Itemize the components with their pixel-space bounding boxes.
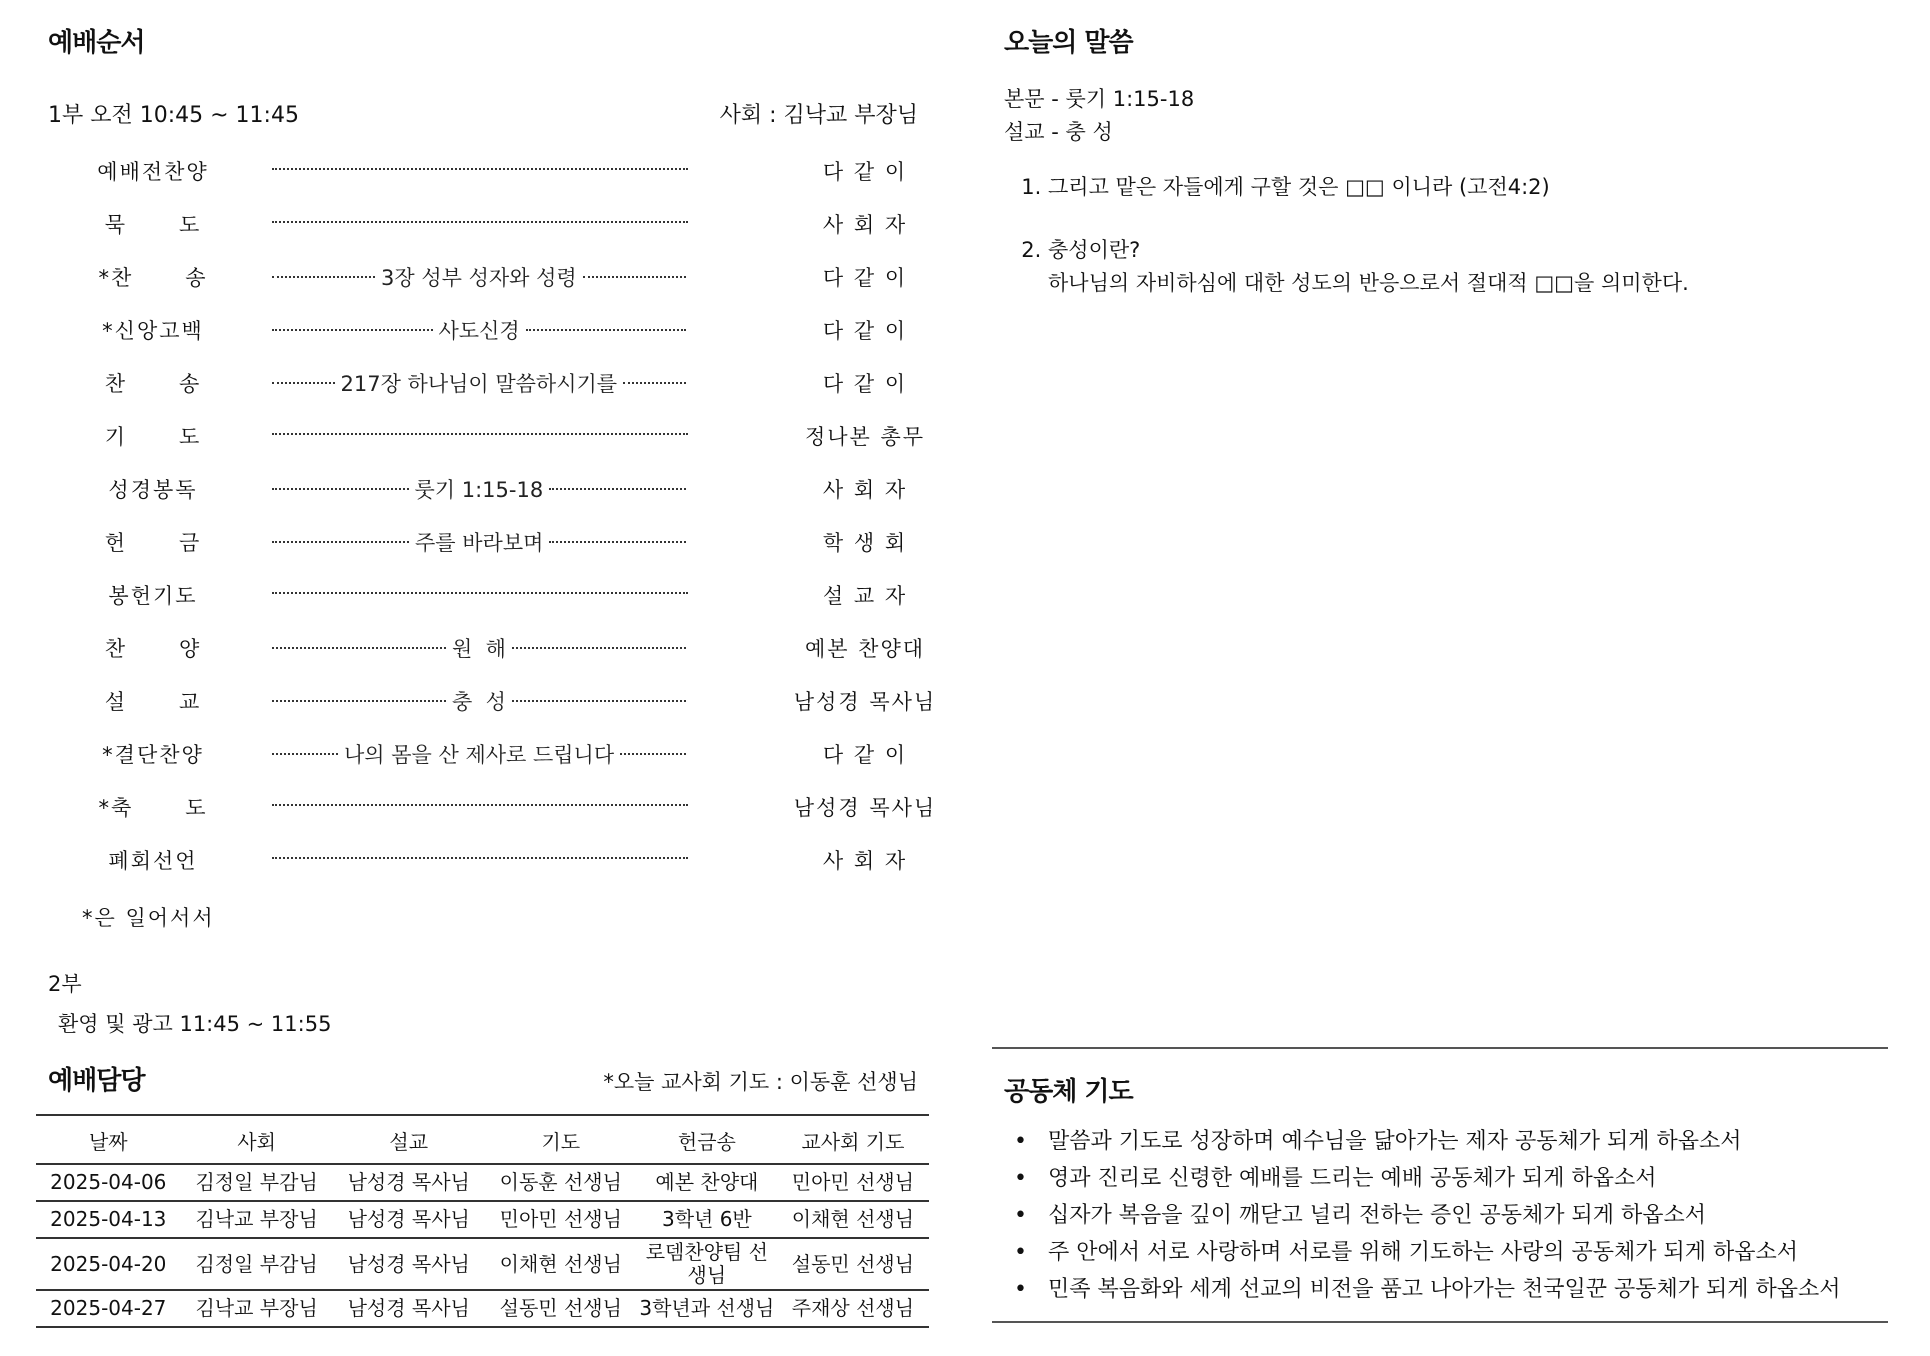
order-item-name: *결단찬양 <box>102 743 204 767</box>
sermon-point <box>1048 171 1884 204</box>
community-prayer-item <box>1014 1234 1841 1271</box>
community-prayer-text: 주 안에서 서로 사랑하며 서로를 위해 기도하는 사랑의 공동체가 되게 하옵소서 <box>1048 1240 1798 1265</box>
table-cell: 설동민 선생님 <box>485 1290 637 1327</box>
community-prayer-text: 말씀과 기도로 성장하며 예수님을 닮아가는 제자 공동체가 되게 하옵소서 <box>1048 1129 1742 1154</box>
order-item-leader-dots <box>272 156 690 180</box>
table-header-cell: 헌금송 <box>637 1115 777 1164</box>
sermon-points <box>1004 171 1884 300</box>
order-item-content: 사도신경 <box>438 319 520 343</box>
community-prayer-list <box>992 1123 1841 1308</box>
order-item-leader-dots <box>272 739 690 769</box>
worship-order-section <box>48 22 937 930</box>
order-item-name: 봉헌기도 <box>108 584 198 608</box>
order-item-name: 설 교 <box>104 690 202 714</box>
table-cell: 김정일 부감님 <box>181 1238 333 1290</box>
table-row <box>36 1201 929 1238</box>
order-item-person: 다 같 이 <box>822 160 908 184</box>
order-item-person: 학 생 회 <box>822 531 908 555</box>
table-cell: 민아민 선생님 <box>777 1164 929 1201</box>
order-item-name: 헌 금 <box>104 531 202 555</box>
sermon-point <box>1048 234 1884 300</box>
order-item-leader-dots <box>272 262 690 292</box>
part2-line: 환영 및 광고 11:45 ~ 11:55 <box>58 1012 332 1036</box>
order-item-name: 폐회선언 <box>108 849 198 873</box>
order-item-content: 3장 성부 성자와 성령 <box>381 266 577 290</box>
table-cell: 2025-04-27 <box>36 1290 181 1327</box>
order-item-leader-dots <box>272 527 690 557</box>
word-title: 오늘의 말씀 <box>1004 28 1133 58</box>
order-row <box>48 845 918 885</box>
host-label: 사회 : 김낙교 부장님 <box>719 103 918 128</box>
staff-title: 예배담당 <box>48 1066 145 1096</box>
table-cell: 예본 찬양대 <box>637 1164 777 1201</box>
community-prayer-item <box>1014 1160 1841 1197</box>
community-prayer-text: 십자가 복음을 깊이 깨닫고 널리 전하는 증인 공동체가 되게 하옵소서 <box>1048 1203 1706 1228</box>
table-cell: 주재상 선생님 <box>777 1290 929 1327</box>
table-cell: 2025-04-20 <box>36 1238 181 1290</box>
table-body <box>36 1164 929 1327</box>
order-row <box>48 262 918 302</box>
order-item-person: 사 회 자 <box>822 478 908 502</box>
table-cell: 2025-04-13 <box>36 1201 181 1238</box>
order-item-leader-dots <box>272 315 690 345</box>
order-item-person: 사 회 자 <box>822 849 908 873</box>
sermon-point-sub: 하나님의 자비하심에 대한 성도의 반응으로서 절대적 □□을 의미한다. <box>1048 271 1689 295</box>
order-row <box>48 156 918 196</box>
order-item-name: *축 도 <box>98 796 208 820</box>
order-item-person: 예본 찬양대 <box>804 637 926 661</box>
order-item-leader-dots <box>272 580 690 604</box>
word-section <box>1004 22 1884 330</box>
order-item-content: 룻기 1:15-18 <box>414 478 544 502</box>
order-item-person: 다 같 이 <box>822 372 908 396</box>
table-cell: 김낙교 부장님 <box>181 1201 333 1238</box>
order-row <box>48 739 918 779</box>
bullet-icon: • <box>1014 1129 1027 1154</box>
order-row <box>48 580 918 620</box>
community-prayer-section <box>992 1047 1888 1323</box>
sermon-point-line: 충성이란? <box>1048 238 1141 262</box>
sermon-title: 설교 - 충 성 <box>1004 120 1113 144</box>
order-item-leader-dots <box>272 792 690 816</box>
table-row <box>36 1238 929 1290</box>
bullet-icon: • <box>1014 1166 1027 1191</box>
order-item-leader-dots <box>272 209 690 233</box>
order-row <box>48 527 918 567</box>
order-item-content: 주를 바라보며 <box>415 531 544 555</box>
order-item-name: 찬 양 <box>104 637 202 661</box>
table-header-cell: 기도 <box>485 1115 637 1164</box>
bullet-icon: • <box>1014 1277 1027 1302</box>
order-row <box>48 792 937 832</box>
order-item-person: 사 회 자 <box>822 213 908 237</box>
table-cell: 김정일 부감님 <box>181 1164 333 1201</box>
order-row <box>48 474 918 514</box>
order-item-leader-dots <box>272 633 690 663</box>
table-row <box>36 1164 929 1201</box>
part2-label: 2부 <box>48 972 82 996</box>
table-header-cell: 날짜 <box>36 1115 181 1164</box>
order-row <box>48 315 918 355</box>
order-item-leader-dots <box>272 686 690 716</box>
order-item-leader-dots <box>272 421 690 445</box>
part1-time: 1부 오전 10:45 ~ 11:45 <box>48 103 299 128</box>
order-item-content: 217장 하나님이 말씀하시기를 <box>340 372 618 396</box>
table-cell: 이채현 선생님 <box>485 1238 637 1290</box>
order-item-name: *찬 송 <box>98 266 208 290</box>
order-row <box>48 368 918 408</box>
table-cell: 민아민 선생님 <box>485 1201 637 1238</box>
order-row <box>48 633 926 673</box>
today-prayer: *오늘 교사회 기도 : 이동훈 선생님 <box>603 1070 918 1094</box>
community-prayer-item <box>1014 1197 1841 1234</box>
order-item-person: 남성경 목사님 <box>793 690 937 714</box>
table-cell: 로뎀찬양팀 선생님 <box>637 1238 777 1290</box>
bullet-icon: • <box>1014 1203 1027 1228</box>
word-meta <box>1004 83 1884 149</box>
table-cell: 김낙교 부장님 <box>181 1290 333 1327</box>
order-item-name: 예배전찬양 <box>97 160 209 184</box>
order-item-person: 설 교 자 <box>822 584 908 608</box>
table-header-cell: 사회 <box>181 1115 333 1164</box>
order-row <box>48 421 926 461</box>
order-item-person: 정나본 총무 <box>804 425 926 449</box>
order-item-leader-dots <box>272 368 690 398</box>
table-cell: 이동훈 선생님 <box>485 1164 637 1201</box>
order-item-name: 찬 송 <box>104 372 202 396</box>
order-item-person: 다 같 이 <box>822 743 908 767</box>
table-header-cell: 교사회 기도 <box>777 1115 929 1164</box>
table-cell: 남성경 목사님 <box>333 1290 485 1327</box>
order-row <box>48 209 918 249</box>
order-item-leader-dots <box>272 845 690 869</box>
order-item-name: 기 도 <box>104 425 202 449</box>
order-item-content: 충 성 <box>452 690 506 714</box>
order-item-person: 다 같 이 <box>822 319 908 343</box>
order-item-name: 성경봉독 <box>108 478 198 502</box>
table-cell: 이채현 선생님 <box>777 1201 929 1238</box>
sermon-point-line: 그리고 맡은 자들에게 구할 것은 □□ 이니라 (고전4:2) <box>1048 175 1550 199</box>
table-cell: 2025-04-06 <box>36 1164 181 1201</box>
part2-section <box>48 968 331 1038</box>
table-header-cell: 설교 <box>333 1115 485 1164</box>
order-item-name: 묵 도 <box>104 213 202 237</box>
table-cell: 남성경 목사님 <box>333 1164 485 1201</box>
order-item-content: 나의 몸을 산 제사로 드립니다 <box>344 743 615 767</box>
order-item-content: 원 해 <box>452 637 506 661</box>
table-cell: 남성경 목사님 <box>333 1201 485 1238</box>
worship-order-title: 예배순서 <box>48 28 145 58</box>
community-prayer-text: 영과 진리로 신령한 예배를 드리는 예배 공동체가 되게 하옵소서 <box>1048 1166 1657 1191</box>
staff-table <box>36 1114 929 1328</box>
community-prayer-item <box>1014 1123 1841 1160</box>
order-row <box>48 686 937 726</box>
bullet-icon: • <box>1014 1240 1027 1265</box>
staff-section <box>48 1060 918 1320</box>
order-item-person: 다 같 이 <box>822 266 908 290</box>
standing-note: *은 일어서서 <box>82 906 215 930</box>
scripture-text: 본문 - 룻기 1:15-18 <box>1004 87 1195 111</box>
table-row <box>36 1290 929 1327</box>
community-prayer-text: 민족 복음화와 세계 선교의 비전을 품고 나아가는 천국일꾼 공동체가 되게 하옵소서 <box>1048 1277 1841 1302</box>
community-prayer-item <box>1014 1271 1841 1308</box>
table-header-row <box>36 1115 929 1164</box>
table-cell: 설동민 선생님 <box>777 1238 929 1290</box>
table-cell: 3학년과 선생님 <box>637 1290 777 1327</box>
order-item-person: 남성경 목사님 <box>793 796 937 820</box>
community-title: 공동체 기도 <box>1004 1077 1133 1107</box>
table-cell: 3학년 6반 <box>637 1201 777 1238</box>
order-item-name: *신앙고백 <box>102 319 204 343</box>
table-cell: 남성경 목사님 <box>333 1238 485 1290</box>
order-item-leader-dots <box>272 474 690 504</box>
